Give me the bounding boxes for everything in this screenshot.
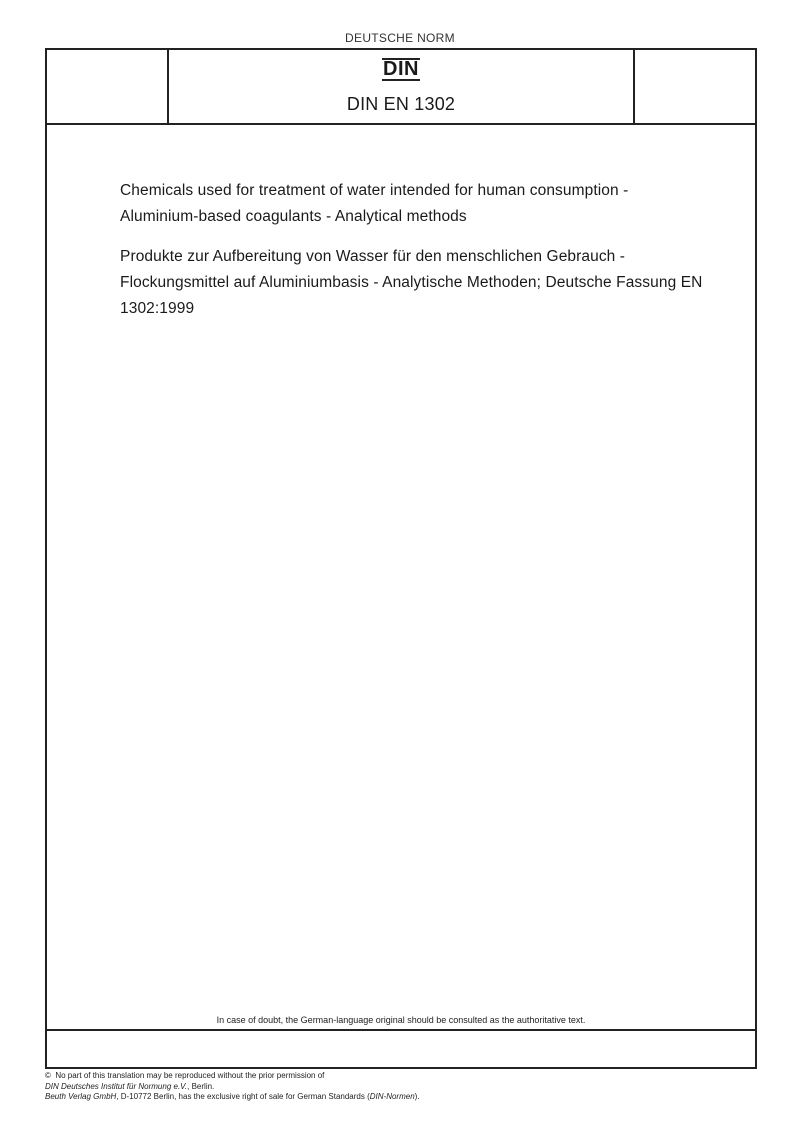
norms-close: ). <box>414 1092 420 1101</box>
bottom-rule <box>47 1029 755 1031</box>
institute-name: DIN Deutsches Institut für Normung e.V. <box>45 1081 188 1091</box>
copyright-line-2 <box>45 1082 420 1093</box>
title-german: Produkte zur Aufbereitung von Wasser für den menschlichen Gebrauch - Flockungsmittel auf Aluminiumbasis - Analytische Methoden; Deutsche Fassung EN 1302:1999 <box>120 248 703 317</box>
norms-name: DIN-Normen <box>369 1092 415 1101</box>
publisher-name: Beuth Verlag GmbH <box>45 1092 117 1101</box>
document-frame <box>45 48 757 1069</box>
document-number: DIN EN 1302 <box>346 94 456 114</box>
copyright-line-1 <box>45 1071 420 1082</box>
title-block <box>120 178 710 322</box>
header-row <box>47 50 755 125</box>
copyright-symbol: © <box>45 1071 51 1080</box>
title-english: Chemicals used for treatment of water intended for human consumption - Aluminium-based coagulants - Analytical methods <box>120 182 629 225</box>
copyright-notice <box>45 1071 420 1103</box>
copyright-line-3 <box>45 1092 420 1103</box>
copyright-text: No part of this translation may be reproduced without the prior permission of <box>55 1071 325 1080</box>
norm-label: DEUTSCHE NORM <box>345 31 455 45</box>
doubt-note: In case of doubt, the German-language original should be consulted as the authoritative text. <box>216 1015 586 1025</box>
din-logo-text: DIN <box>383 58 419 80</box>
publisher-rest: , D-10772 Berlin, has the exclusive right of sale for German Standards ( <box>116 1092 370 1101</box>
institute-city: , Berlin. <box>187 1081 215 1091</box>
header-right-cell <box>633 50 755 123</box>
